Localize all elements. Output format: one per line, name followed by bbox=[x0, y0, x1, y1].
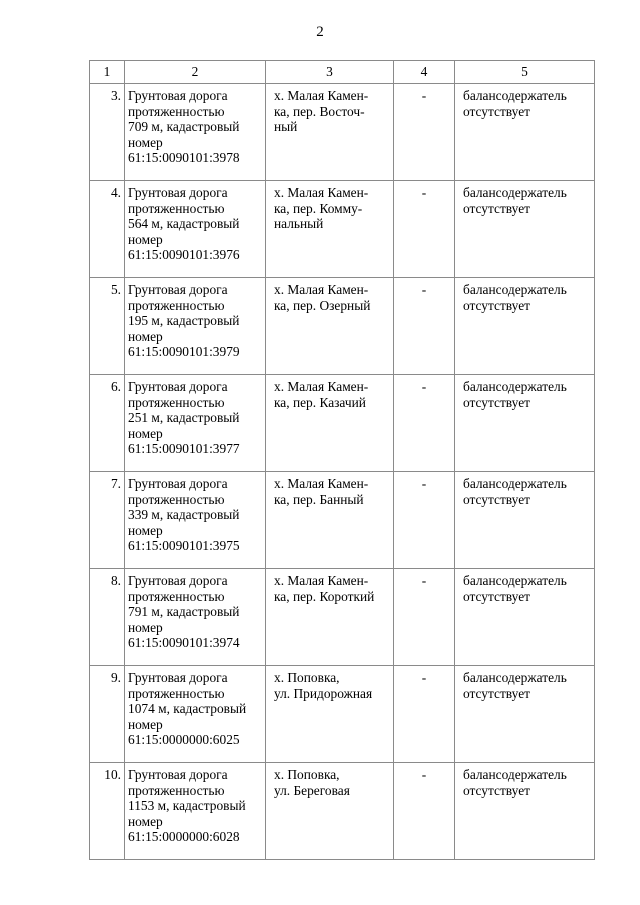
row-number: 10. bbox=[90, 763, 125, 860]
balance-holder bbox=[455, 472, 595, 569]
object-name-line: 564 м, кадастровый bbox=[128, 216, 240, 232]
column-header-5: 5 bbox=[455, 61, 595, 84]
object-address-line: нальный bbox=[274, 216, 324, 232]
row-number: 9. bbox=[90, 666, 125, 763]
balance-holder-line: балансодержатель bbox=[463, 573, 567, 588]
object-name-line: 709 м, кадастровый bbox=[128, 119, 240, 135]
object-name-line: Грунтовая дорога bbox=[128, 670, 228, 685]
column-header-4: 4 bbox=[394, 61, 455, 84]
column-header-3: 3 bbox=[266, 61, 394, 84]
balance-holder-line: балансодержатель bbox=[463, 670, 567, 685]
balance-holder bbox=[455, 569, 595, 666]
object-name-line: 195 м, кадастровый bbox=[128, 313, 240, 329]
object-name-line: 339 м, кадастровый bbox=[128, 507, 240, 523]
object-name bbox=[125, 472, 266, 569]
balance-holder-line: балансодержатель bbox=[463, 379, 567, 394]
object-address bbox=[266, 763, 394, 860]
table-row bbox=[90, 472, 595, 569]
column-4-value: - bbox=[394, 569, 455, 666]
row-number: 7. bbox=[90, 472, 125, 569]
object-address-line: ка, пер. Комму- bbox=[274, 200, 363, 216]
object-address-line: х. Поповка, bbox=[274, 670, 340, 685]
object-name-line: 61:15:0090101:3976 bbox=[128, 247, 240, 263]
object-name-line: номер bbox=[128, 425, 163, 441]
object-address bbox=[266, 278, 394, 375]
object-name bbox=[125, 181, 266, 278]
table-row bbox=[90, 375, 595, 472]
column-4-value: - bbox=[394, 763, 455, 860]
object-name bbox=[125, 84, 266, 181]
roads-table bbox=[89, 60, 595, 860]
object-name-line: 61:15:0000000:6025 bbox=[128, 732, 240, 748]
object-name-line: Грунтовая дорога bbox=[128, 282, 228, 297]
object-name-line: 251 м, кадастровый bbox=[128, 410, 240, 426]
object-name-line: номер bbox=[128, 328, 163, 344]
object-name bbox=[125, 666, 266, 763]
object-name-line: протяженностью bbox=[128, 394, 225, 410]
object-address-line: ка, пер. Восточ- bbox=[274, 103, 365, 119]
object-name bbox=[125, 763, 266, 860]
object-address bbox=[266, 472, 394, 569]
column-4-value: - bbox=[394, 181, 455, 278]
balance-holder-line: отсутствует bbox=[463, 685, 530, 701]
object-name-line: Грунтовая дорога bbox=[128, 767, 228, 782]
object-name bbox=[125, 375, 266, 472]
balance-holder-line: отсутствует bbox=[463, 200, 530, 216]
balance-holder-line: отсутствует bbox=[463, 103, 530, 119]
balance-holder-line: балансодержатель bbox=[463, 185, 567, 200]
object-address-line: ка, пер. Банный bbox=[274, 491, 364, 507]
object-name-line: 61:15:0090101:3974 bbox=[128, 635, 240, 651]
balance-holder-line: отсутствует bbox=[463, 782, 530, 798]
object-address-line: ка, пер. Короткий bbox=[274, 588, 375, 604]
balance-holder-line: отсутствует bbox=[463, 491, 530, 507]
object-address-line: ка, пер. Казачий bbox=[274, 394, 366, 410]
column-4-value: - bbox=[394, 666, 455, 763]
object-name-line: протяженностью bbox=[128, 782, 225, 798]
object-name-line: Грунтовая дорога bbox=[128, 379, 228, 394]
object-name-line: 61:15:0090101:3979 bbox=[128, 344, 240, 360]
object-name-line: протяженностью bbox=[128, 200, 225, 216]
object-name-line: 791 м, кадастровый bbox=[128, 604, 240, 620]
object-name-line: номер bbox=[128, 619, 163, 635]
object-address bbox=[266, 181, 394, 278]
balance-holder bbox=[455, 763, 595, 860]
balance-holder bbox=[455, 181, 595, 278]
object-address-line: х. Малая Камен- bbox=[274, 476, 369, 491]
object-name bbox=[125, 278, 266, 375]
table-row bbox=[90, 666, 595, 763]
column-4-value: - bbox=[394, 278, 455, 375]
table-row bbox=[90, 763, 595, 860]
object-name-line: 61:15:0090101:3978 bbox=[128, 150, 240, 166]
row-number: 3. bbox=[90, 84, 125, 181]
balance-holder bbox=[455, 84, 595, 181]
balance-holder bbox=[455, 278, 595, 375]
balance-holder bbox=[455, 375, 595, 472]
object-name-line: номер bbox=[128, 813, 163, 829]
column-header-2: 2 bbox=[125, 61, 266, 84]
object-address bbox=[266, 375, 394, 472]
table-header-row bbox=[90, 61, 595, 84]
row-number: 5. bbox=[90, 278, 125, 375]
table-row bbox=[90, 84, 595, 181]
object-address-line: х. Малая Камен- bbox=[274, 379, 369, 394]
object-name-line: Грунтовая дорога bbox=[128, 185, 228, 200]
table-row bbox=[90, 181, 595, 278]
table-row bbox=[90, 569, 595, 666]
object-address-line: ул. Придорожная bbox=[274, 685, 373, 701]
balance-holder-line: балансодержатель bbox=[463, 476, 567, 491]
object-name-line: номер bbox=[128, 716, 163, 732]
table-row bbox=[90, 278, 595, 375]
column-4-value: - bbox=[394, 84, 455, 181]
object-address-line: х. Малая Камен- bbox=[274, 88, 369, 103]
balance-holder-line: балансодержатель bbox=[463, 88, 567, 103]
column-header-1: 1 bbox=[90, 61, 125, 84]
balance-holder-line: отсутствует bbox=[463, 588, 530, 604]
column-4-value: - bbox=[394, 375, 455, 472]
balance-holder-line: балансодержатель bbox=[463, 767, 567, 782]
object-name bbox=[125, 569, 266, 666]
object-address-line: ул. Береговая bbox=[274, 782, 350, 798]
object-name-line: 1153 м, кадастровый bbox=[128, 798, 246, 814]
object-name-line: протяженностью bbox=[128, 491, 225, 507]
balance-holder bbox=[455, 666, 595, 763]
row-number: 6. bbox=[90, 375, 125, 472]
object-name-line: 61:15:0090101:3975 bbox=[128, 538, 240, 554]
object-name-line: протяженностью bbox=[128, 588, 225, 604]
object-name-line: протяженностью bbox=[128, 103, 225, 119]
object-address-line: х. Малая Камен- bbox=[274, 185, 369, 200]
balance-holder-line: балансодержатель bbox=[463, 282, 567, 297]
object-address-line: ный bbox=[274, 119, 298, 135]
object-name-line: 61:15:0090101:3977 bbox=[128, 441, 240, 457]
column-4-value: - bbox=[394, 472, 455, 569]
object-name-line: номер bbox=[128, 134, 163, 150]
object-address bbox=[266, 84, 394, 181]
balance-holder-line: отсутствует bbox=[463, 297, 530, 313]
object-name-line: 61:15:0000000:6028 bbox=[128, 829, 240, 845]
object-name-line: протяженностью bbox=[128, 685, 225, 701]
object-address bbox=[266, 666, 394, 763]
object-name-line: номер bbox=[128, 231, 163, 247]
page-number: 2 bbox=[316, 24, 324, 40]
row-number: 8. bbox=[90, 569, 125, 666]
object-address bbox=[266, 569, 394, 666]
object-address-line: х. Малая Камен- bbox=[274, 282, 369, 297]
object-address-line: х. Поповка, bbox=[274, 767, 340, 782]
object-name-line: Грунтовая дорога bbox=[128, 573, 228, 588]
object-address-line: х. Малая Камен- bbox=[274, 573, 369, 588]
object-name-line: номер bbox=[128, 522, 163, 538]
table-body bbox=[90, 61, 595, 860]
object-name-line: 1074 м, кадастровый bbox=[128, 701, 247, 717]
object-address-line: ка, пер. Озерный bbox=[274, 297, 371, 313]
balance-holder-line: отсутствует bbox=[463, 394, 530, 410]
object-name-line: протяженностью bbox=[128, 297, 225, 313]
object-name-line: Грунтовая дорога bbox=[128, 88, 228, 103]
row-number: 4. bbox=[90, 181, 125, 278]
object-name-line: Грунтовая дорога bbox=[128, 476, 228, 491]
